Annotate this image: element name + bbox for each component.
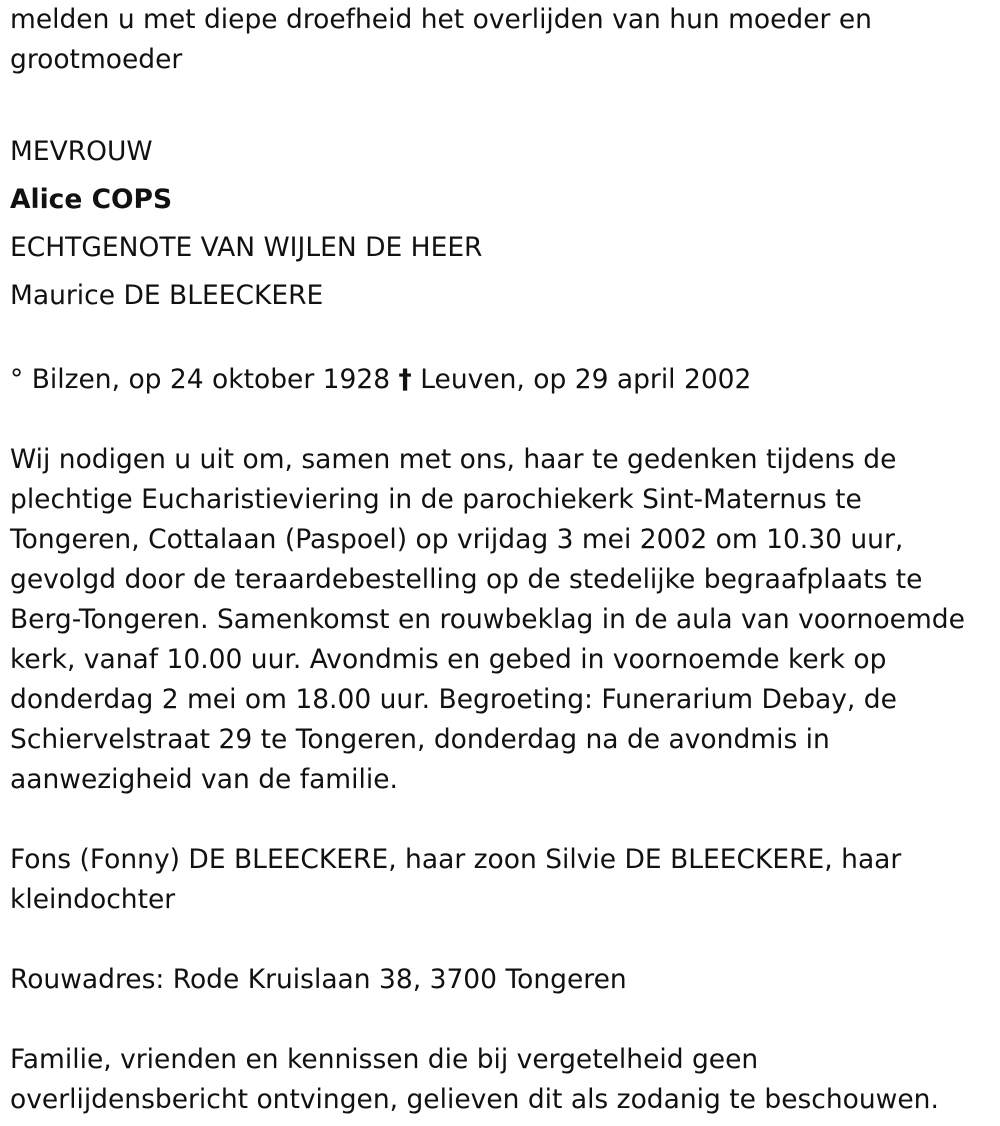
deceased-relation: ECHTGENOTE VAN WIJLEN DE HEER <box>10 232 483 263</box>
birth-symbol: ° <box>10 364 24 395</box>
family-text: Fons (Fonny) DE BLEECKERE, haar zoon Silvie DE BLEECKERE, haar kleindochter <box>10 844 902 915</box>
obituary-document <box>10 0 990 1120</box>
birth-date: Bilzen, op 24 oktober 1928 <box>31 364 391 395</box>
cross-icon: † <box>398 364 412 395</box>
intro-text: melden u met diepe droefheid het overlijden van hun moeder en grootmoeder <box>10 4 872 75</box>
closing-text: Familie, vrienden en kennissen die bij vergetelheid geen overlijdensbericht ontvingen, gelieven dit als zodanig te beschouwen. <box>10 1044 939 1115</box>
dates-line <box>10 360 990 400</box>
ceremony-text: Wij nodigen u uit om, samen met ons, haar te gedenken tijdens de plechtige Eucharistieviering in de parochiekerk Sint-Maternus te Tongeren, Cottalaan (Paspoel) op vrijdag 3 mei 2002 om 10.30 uur, gevolgd door de teraardebestelling op de stedelijke begraafplaats te Berg-Tongeren. Samenkomst en rouwbeklag in de aula van voornoemde kerk, vanaf 10.00 uur. Avondmis en gebed in voornoemde kerk op donderdag 2 mei om 18.00 uur. Begroeting: Funerarium Debay, de Schiervelstraat 29 te Tongeren, donderdag na de avondmis in aanwezigheid van de familie. <box>10 444 965 795</box>
address-text: Rouwadres: Rode Kruislaan 38, 3700 Tongeren <box>10 964 627 995</box>
deceased-title: MEVROUW <box>10 136 153 167</box>
deceased-spouse: Maurice DE BLEECKERE <box>10 280 324 311</box>
death-date: Leuven, op 29 april 2002 <box>420 364 752 395</box>
deceased-block <box>10 128 990 320</box>
deceased-name: Alice COPS <box>10 184 173 215</box>
